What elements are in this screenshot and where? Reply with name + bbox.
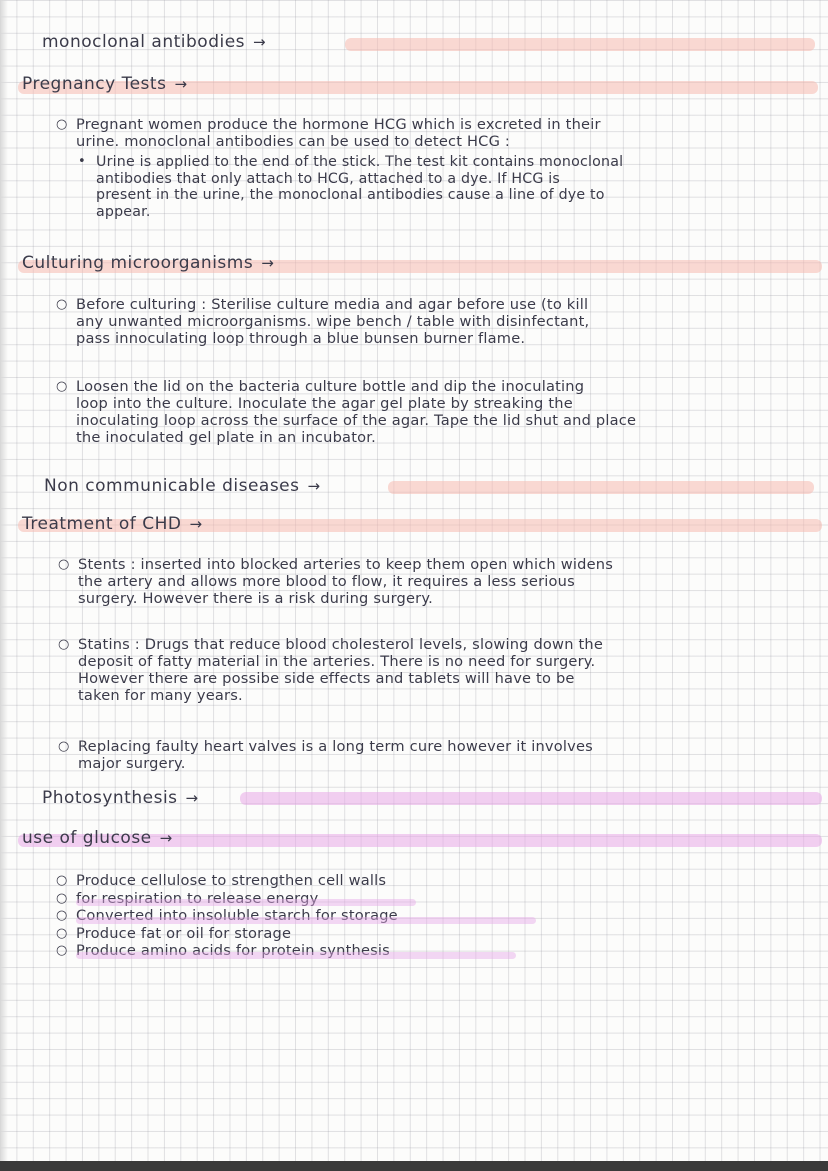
heading-highlight bbox=[345, 38, 815, 51]
bullet-pregnant-women: ○ Pregnant women produce the hormone HCG which is excreted in their urine. monoclonal antibodies can be used to detect HCG : bbox=[56, 116, 601, 150]
heading-non-communicable-diseases: Non communicable diseases → bbox=[44, 476, 321, 496]
arrow-icon: → bbox=[253, 33, 266, 51]
arrow-icon: → bbox=[307, 477, 321, 495]
heading-treatment-of-chd: Treatment of CHD → bbox=[22, 514, 203, 534]
list-item: Produce fat or oil for storage bbox=[76, 924, 292, 942]
bullet-loosen-lid: ○ Loosen the lid on the bacteria culture bottle and dip the inoculating loop into the culture. Inoculate the agar gel plate by streaking the inoculating loop across the surface of the agar. Tape the lid shut and place the inoculated gel plate in an incubator. bbox=[56, 378, 637, 446]
bullet-dot-icon: ○ bbox=[56, 925, 68, 941]
list-item: Produce amino acids for protein synthesis bbox=[76, 942, 390, 959]
bullet-dot-icon: ○ bbox=[56, 908, 68, 923]
bullet-replacing-valves: ○ Replacing faulty heart valves is a long term cure however it involves major surgery. bbox=[58, 738, 593, 772]
arrow-icon: → bbox=[174, 75, 188, 93]
page-left-edge bbox=[0, 0, 8, 1171]
heading-use-of-glucose: use of glucose → bbox=[22, 828, 173, 848]
arrow-icon: → bbox=[185, 789, 199, 807]
heading-highlight bbox=[388, 481, 814, 494]
bullet-dot-icon: ○ bbox=[56, 943, 68, 958]
list-item: Converted into insoluble starch for storage bbox=[76, 907, 398, 924]
bullet-dot-icon: ○ bbox=[56, 890, 68, 906]
heading-culturing-microorganisms: Culturing microorganisms → bbox=[22, 253, 274, 273]
arrow-icon: → bbox=[159, 829, 173, 847]
underline-highlight bbox=[76, 899, 416, 906]
heading-monoclonal-antibodies: monoclonal antibodies → bbox=[42, 32, 266, 52]
bullet-before-culturing: ○ Before culturing : Sterilise culture media and agar before use (to kill any unwanted microorganisms. wipe bench / table with disinfectant, pass innoculating loop through a blue bunsen burner flame. bbox=[56, 296, 590, 347]
underline-highlight bbox=[76, 952, 516, 959]
bullet-dot-icon: • bbox=[78, 154, 86, 169]
list-item: for respiration to release energy bbox=[76, 889, 319, 907]
heading-highlight bbox=[240, 792, 822, 805]
bullet-dot-icon: ○ bbox=[58, 739, 70, 754]
bullet-dot-icon: ○ bbox=[56, 297, 68, 312]
bullet-dot-icon: ○ bbox=[56, 873, 68, 888]
underline-highlight bbox=[76, 917, 536, 924]
bullet-dot-icon: ○ bbox=[58, 637, 70, 652]
glucose-uses-list bbox=[56, 872, 398, 960]
arrow-icon: → bbox=[261, 254, 274, 272]
arrow-icon: → bbox=[189, 515, 203, 533]
heading-pregnancy-tests: Pregnancy Tests → bbox=[22, 74, 188, 94]
bullet-urine-applied: • Urine is applied to the end of the stick. The test kit contains monoclonal antibodies that only attach to HCG, attached to a dye. If HCG is present in the urine, the monoclonal antibodies cause a line of dye to appear. bbox=[78, 154, 624, 220]
page-bottom-edge bbox=[0, 1161, 828, 1171]
heading-photosynthesis: Photosynthesis → bbox=[42, 788, 199, 808]
bullet-dot-icon: ○ bbox=[56, 379, 68, 394]
list-item: Produce cellulose to strengthen cell walls bbox=[76, 872, 387, 889]
bullet-dot-icon: ○ bbox=[58, 557, 70, 572]
bullet-statins: ○ Statins : Drugs that reduce blood cholesterol levels, slowing down the deposit of fatty material in the arteries. There is no need for surgery. However there are possibe side effects and tablets will have to be taken for many years. bbox=[58, 636, 604, 704]
bullet-stents: ○ Stents : inserted into blocked arteries to keep them open which widens the artery and allows more blood to flow, it requires a less serious surgery. However there is a risk during surgery. bbox=[58, 556, 613, 607]
bullet-dot-icon: ○ bbox=[56, 117, 68, 132]
